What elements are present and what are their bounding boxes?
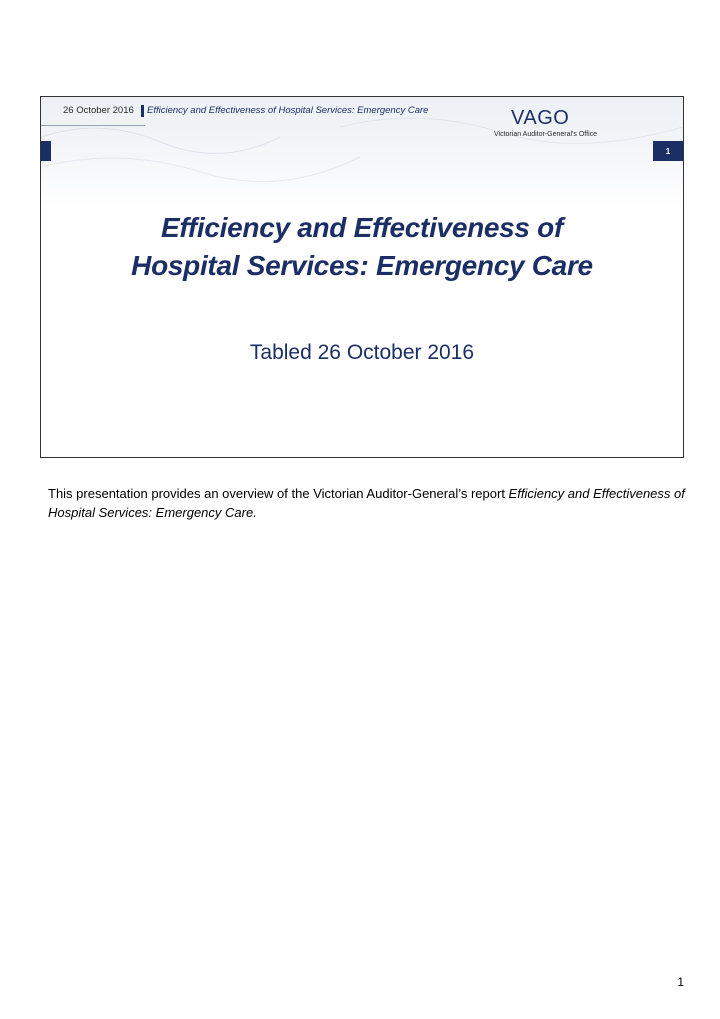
- notes-text: This presentation provides an overview of the Victorian Auditor-General’s report: [48, 486, 509, 501]
- header-date: 26 October 2016: [63, 105, 134, 116]
- tabled-date: Tabled 26 October 2016: [249, 341, 475, 364]
- slide-number: 1: [653, 141, 683, 161]
- page-number: 1: [677, 975, 684, 989]
- vago-logo-subtitle: Victorian Auditor-General's Office: [494, 131, 598, 138]
- notes-report-title: Efficiency and Effectiveness of Hospital Services: Emergency Care.: [48, 486, 685, 520]
- header-title: Efficiency and Effectiveness of Hospital Services: Emergency Care: [147, 105, 429, 116]
- slide-title-line-2: Hospital Services: Emergency Care: [131, 250, 593, 281]
- header-rule: [41, 125, 145, 126]
- slide-preview: [40, 96, 684, 458]
- slide-title: [41, 209, 683, 285]
- vago-logo: VAGO: [511, 107, 570, 129]
- slide-title-line-1: Efficiency and Effectiveness of: [160, 212, 564, 243]
- left-accent-block: [41, 141, 51, 161]
- header-separator: [141, 105, 144, 117]
- slide-header: [41, 97, 683, 125]
- speaker-notes: [48, 484, 688, 522]
